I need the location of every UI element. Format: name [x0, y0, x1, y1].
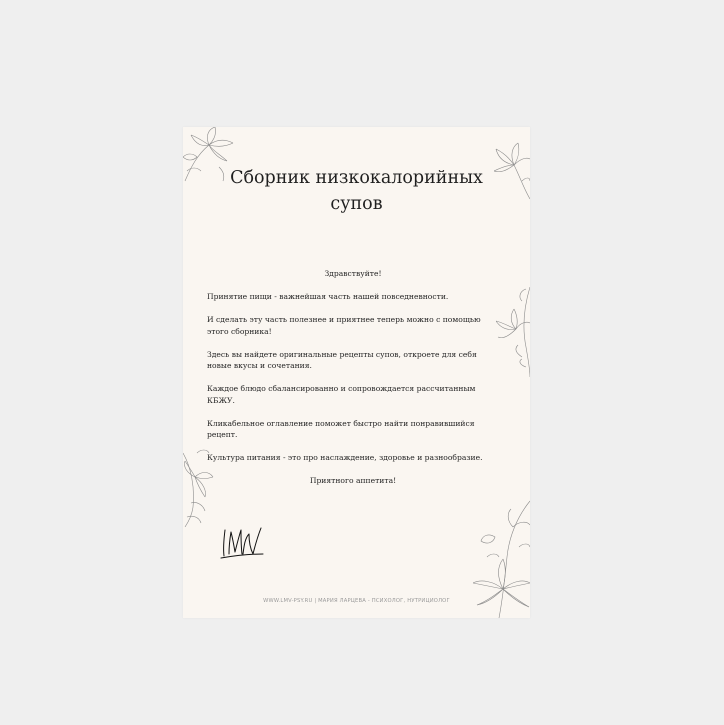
- floral-decoration-right-middle: [496, 287, 530, 377]
- document-body: [207, 268, 499, 498]
- paragraph: И сделать эту часть полезнее и приятнее теперь можно с помощью этого сборника!: [207, 315, 481, 336]
- document-page: [183, 127, 530, 618]
- title-line-2: супов: [330, 194, 383, 214]
- greeting: Здравствуйте!: [324, 269, 382, 278]
- title-line-1: Сборник низкокалорийных: [230, 168, 483, 188]
- paragraph: Здесь вы найдете оригинальные рецепты супов, откроете для себя новые вкусы и сочетания.: [207, 349, 477, 370]
- paragraph: Принятие пищи - важнейшая часть нашей повседневности.: [207, 292, 449, 301]
- paragraph: Каждое блюдо сбалансированно и сопровождается рассчитанным КБЖУ.: [207, 384, 476, 405]
- paragraph: Кликабельное оглавление поможет быстро найти понравившийся рецепт.: [207, 418, 475, 439]
- closing: Приятного аппетита!: [309, 476, 397, 485]
- signature-icon: [219, 524, 265, 562]
- footer-text: WWW.LMV-PSY.RU | МАРИЯ ЛАРЦЕВА - ПСИХОЛОГ, НУТРИЦИОЛОГ: [263, 598, 450, 604]
- paragraph: Культура питания - это про наслаждение, здоровье и разнообразие.: [207, 453, 483, 462]
- document-title: [183, 165, 530, 217]
